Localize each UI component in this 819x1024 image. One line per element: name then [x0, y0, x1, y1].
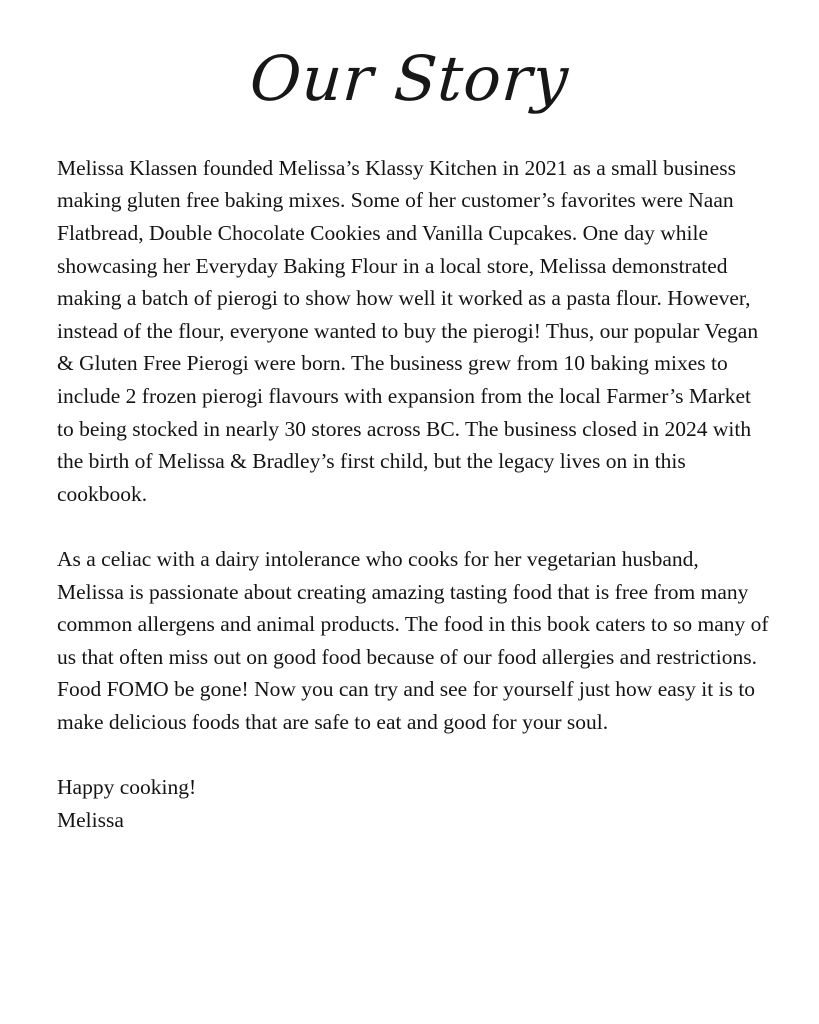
- story-body: [57, 152, 769, 836]
- closing-block: [57, 771, 769, 836]
- closing-line-signature: Melissa: [57, 807, 124, 832]
- story-paragraph-1: Melissa Klassen founded Melissa’s Klassy Kitchen in 2021 as a small business making gluten free baking mixes. Some of her customer’s favorites were Naan Flatbread, Double Chocolate Cookies and Vanilla Cupcakes. One day while showcasing her Everyday Baking Flour in a local store, Melissa demonstrated making a batch of pierogi to show how well it worked as a pasta flour. However, instead of the flour, everyone wanted to buy the pierogi! Thus, our popular Vegan & Gluten Free Pierogi were born. The business grew from 10 baking mixes to include 2 frozen pierogi flavours with expansion from the local Farmer’s Market to being stocked in nearly 30 stores across BC. The business closed in 2024 with the birth of Melissa & Bradley’s first child, but the legacy lives on in this cookbook.: [57, 155, 759, 506]
- story-paragraph-2: As a celiac with a dairy intolerance who cooks for her vegetarian husband, Melissa is passionate about creating amazing tasting food that is free from many common allergens and animal products. The food in this book caters to so many of us that often miss out on good food because of our food allergies and restrictions. Food FOMO be gone! Now you can try and see for yourself just how easy it is to make delicious foods that are safe to eat and good for your soul.: [57, 547, 769, 734]
- page-title: Our Story: [247, 42, 572, 115]
- closing-line-happy-cooking: Happy cooking!: [57, 775, 197, 800]
